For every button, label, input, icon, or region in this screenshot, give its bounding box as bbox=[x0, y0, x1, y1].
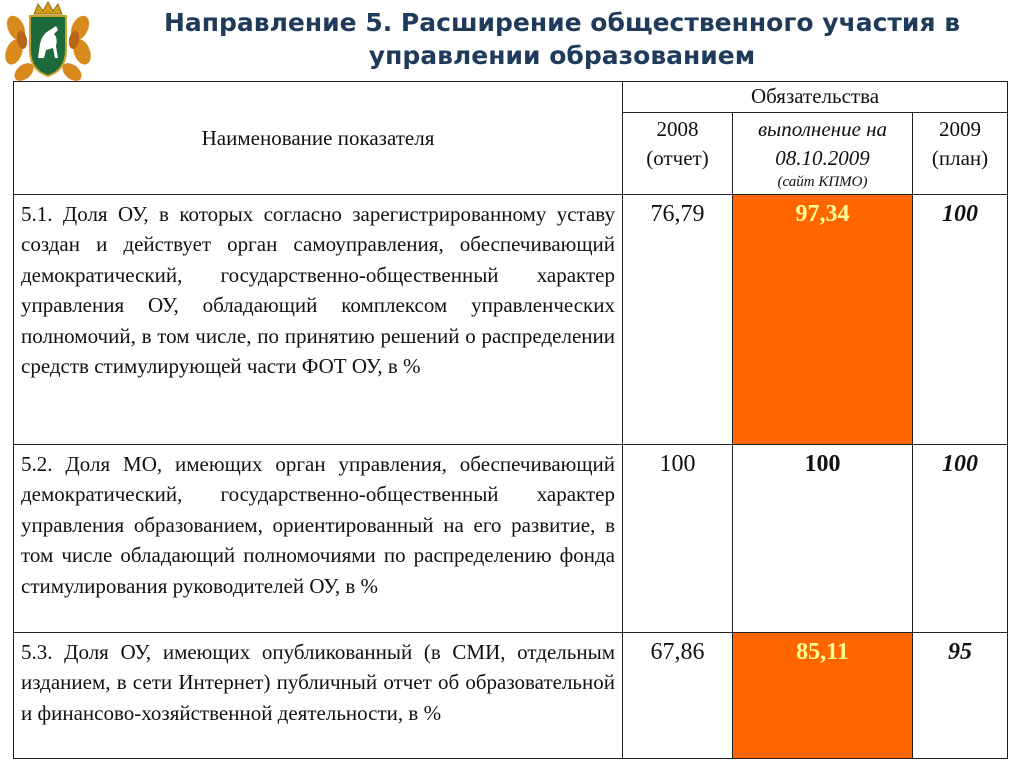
page-title: Направление 5. Расширение общественного участия в управлении образованием bbox=[163, 8, 961, 70]
table-row bbox=[14, 633, 1008, 759]
value-2008: 100 bbox=[623, 445, 733, 633]
value-2009: 95 bbox=[913, 633, 1008, 759]
header-obligations: Обязательства bbox=[623, 82, 1008, 113]
header-row bbox=[14, 82, 1008, 113]
header-execution bbox=[733, 113, 913, 195]
header-2009 bbox=[913, 113, 1008, 195]
value-2009: 100 bbox=[913, 445, 1008, 633]
value-execution: 85,11 bbox=[796, 639, 849, 665]
value-2009: 100 bbox=[913, 195, 1008, 445]
table-row bbox=[14, 445, 1008, 633]
header-execution-note: (сайт КПМО) bbox=[777, 174, 868, 190]
value-2008: 76,79 bbox=[623, 195, 733, 445]
header-execution-label: выполнение на 08.10.2009 bbox=[757, 117, 888, 170]
header-2009-label: 2009 (план) bbox=[931, 117, 989, 170]
coat-of-arms-emblem bbox=[4, 0, 92, 84]
table-row bbox=[14, 195, 1008, 445]
value-execution: 100 bbox=[733, 445, 913, 633]
value-execution: 97,34 bbox=[795, 201, 850, 227]
value-execution-highlighted bbox=[733, 195, 913, 445]
header-2008-label: 2008 (отчет) bbox=[646, 117, 709, 170]
value-2008: 67,86 bbox=[623, 633, 733, 759]
header-indicator-name: Наименование показателя bbox=[14, 82, 623, 195]
value-execution-highlighted bbox=[733, 633, 913, 759]
indicator-description: 5.2. Доля МО, имеющих орган управления, обеспечивающий демократический, государственно-общественный характер управления образованием, ориентированный на его развитие, в том числе обладающий полномочиями по распределению фонда стимулирования руководителей ОУ, в % bbox=[14, 445, 623, 633]
indicators-table bbox=[13, 81, 1008, 759]
indicator-description: 5.1. Доля ОУ, в которых согласно зарегистрированному уставу создан и действует орган самоуправления, обеспечивающий демократический, государственно-общественный характер управления ОУ, обладающий комплексом управленческих полномочий, в том числе, по принятию решений о распределении средств стимулирующей части ФОТ ОУ, в % bbox=[14, 195, 623, 445]
header-2008 bbox=[623, 113, 733, 195]
indicator-description: 5.3. Доля ОУ, имеющих опубликованный (в СМИ, отдельным изданием, в сети Интернет) публичный отчет об образовательной и финансово-хозяйственной деятельности, в % bbox=[14, 633, 623, 759]
